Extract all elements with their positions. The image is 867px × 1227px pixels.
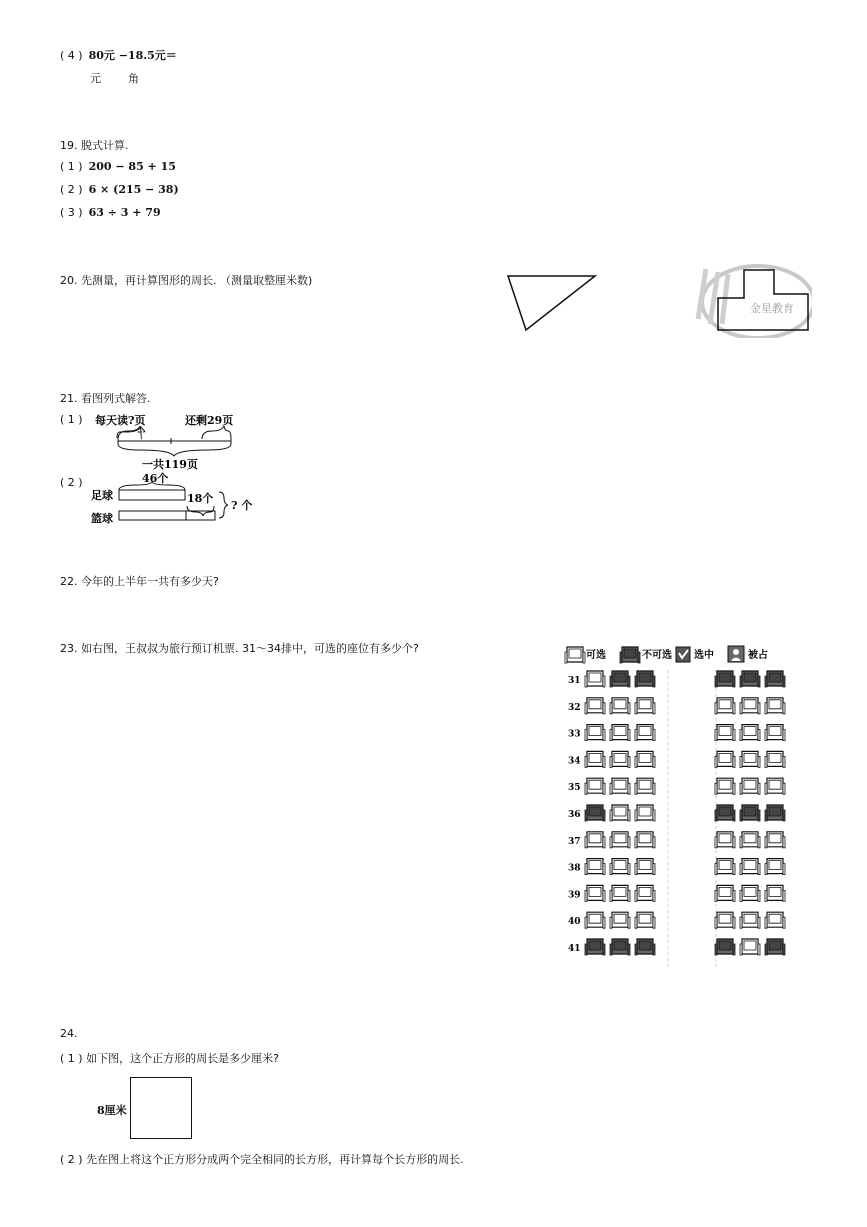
seat-available [740, 778, 760, 794]
seat-unavailable [635, 939, 655, 955]
seat-available [610, 778, 630, 794]
q21-part2-row1-bar [119, 490, 185, 500]
seat-available [585, 778, 605, 794]
seat-available [585, 912, 605, 928]
seat-available [765, 751, 785, 767]
seat-available [585, 671, 605, 687]
q19-item-2 [60, 183, 179, 196]
seat-available [585, 885, 605, 901]
q21-part2-row1-label: 足球 [91, 489, 113, 502]
seat-available [635, 832, 655, 848]
q18-item4-expression: 80元 −18.5元＝ [88, 49, 177, 62]
seat-available [585, 751, 605, 767]
seat-available [610, 698, 630, 714]
seat-unavailable [585, 939, 605, 955]
legend-unavailable-label: 不可选 [642, 650, 672, 661]
seat-legend-selected [676, 647, 714, 662]
q24-square-figure [130, 1077, 192, 1139]
seat-row-label: 39 [568, 890, 581, 901]
seat-row-label: 31 [568, 676, 581, 686]
seat-available [740, 939, 760, 955]
q23-seat-map [558, 640, 810, 970]
seat-row-label: 33 [568, 729, 581, 740]
seat-unavailable [635, 671, 655, 687]
q21-part1-diagram [90, 410, 250, 472]
seat-unavailable [610, 671, 630, 687]
q19-item-number: ( 1 ) [60, 160, 83, 173]
seat-available [740, 859, 760, 875]
q19-title: 19. 脱式计算. [60, 139, 129, 152]
legend-available-label: 可选 [586, 650, 606, 661]
seat-unavailable [740, 805, 760, 821]
person-icon [733, 649, 739, 655]
seat-row-label: 38 [568, 863, 581, 874]
seat-available [715, 832, 735, 848]
seat-available [740, 832, 760, 848]
seat-unavailable [740, 671, 760, 687]
q19-item-number: ( 2 ) [60, 183, 83, 196]
seat-available [635, 725, 655, 741]
seat-unavailable [715, 671, 735, 687]
seat-available [765, 698, 785, 714]
seat-row-label: 41 [568, 944, 581, 954]
q21-part2-diagram [86, 468, 256, 528]
q24-square-side-label: 8厘米 [97, 1104, 127, 1117]
seat-available [585, 832, 605, 848]
seat-available [635, 698, 655, 714]
seat-row-label: 36 [568, 810, 581, 820]
seat-available [765, 778, 785, 794]
seat-available [715, 751, 735, 767]
seat-available [610, 859, 630, 875]
seat-legend-occupied [728, 646, 768, 662]
seat-available [610, 805, 630, 821]
seat-available [715, 725, 735, 741]
q21-part1-right-label: 还剩29页 [185, 414, 234, 427]
q19-item-number: ( 3 ) [60, 206, 83, 219]
q24-title: 24. [60, 1027, 78, 1040]
q19-item-expression: 6 × (215 − 38) [88, 183, 179, 196]
seat-available [740, 912, 760, 928]
seat-unavailable [610, 939, 630, 955]
q18-item4-yuan-label: 元 [90, 72, 101, 85]
q19-item-expression: 200 − 85 + 15 [88, 160, 176, 173]
legend-selected-label: 选中 [694, 650, 714, 661]
seat-available [715, 912, 735, 928]
seat-available [585, 698, 605, 714]
q21-part2-diff-label: 18个 [187, 492, 214, 505]
q21-part2-number: ( 2 ) [60, 476, 83, 489]
seat-unavailable [715, 805, 735, 821]
seat-row-label: 35 [568, 783, 581, 794]
q21-part2-question-label: ? 个 [231, 499, 253, 512]
seat-row-label: 34 [568, 756, 581, 767]
seat-available [585, 725, 605, 741]
q21-part2-row2-label: 篮球 [91, 512, 113, 525]
seat-grid [568, 671, 785, 955]
q20-polygon-figure [658, 264, 812, 338]
seat-available [610, 832, 630, 848]
q22-title: 22. 今年的上半年一共有多少天? [60, 575, 219, 588]
seat-available [610, 751, 630, 767]
watermark [698, 266, 812, 338]
seat-available [610, 885, 630, 901]
q21-part1-left-label: 每天读?页 [95, 414, 146, 427]
q24-part1: ( 1 ) 如下图，这个正方形的周长是多少厘米? [60, 1052, 279, 1065]
seat-available [635, 885, 655, 901]
q20-triangle-figure [500, 268, 610, 336]
q24-part2: ( 2 ) 先在图上将这个正方形分成两个完全相同的长方形，再计算每个长方形的周长. [60, 1153, 464, 1166]
q23-title [60, 640, 419, 656]
seat-available [610, 912, 630, 928]
seat-row-label: 32 [568, 702, 581, 713]
seat-available [740, 751, 760, 767]
seat-available [765, 912, 785, 928]
seat-available [740, 698, 760, 714]
q19-item-1 [60, 160, 176, 173]
seat-unavailable [765, 805, 785, 821]
seat-available [765, 725, 785, 741]
seat-available [765, 832, 785, 848]
seat-available [740, 885, 760, 901]
q19-item-expression: 63 ÷ 3 + 79 [88, 206, 161, 219]
q23-title-text: 23. 如右图，王叔叔为旅行预订机票. 31～34排中，可选的座位有多少个? [60, 642, 419, 655]
q18-item4-jiao-label: 角 [128, 72, 139, 85]
seat-unavailable [715, 939, 735, 955]
seat-row-label: 40 [568, 917, 581, 928]
seat-legend-available [565, 647, 606, 663]
seat-available [715, 859, 735, 875]
q19-item-3 [60, 206, 161, 219]
q20-polygon-outline [718, 270, 808, 330]
seat-available [635, 778, 655, 794]
seat-row-label: 37 [568, 836, 581, 847]
q21-title: 21. 看图列式解答. [60, 392, 151, 405]
seat-unavailable [765, 939, 785, 955]
q21-part2-top-label: 46个 [142, 472, 169, 485]
seat-available [635, 751, 655, 767]
seat-unavailable [585, 805, 605, 821]
seat-available [740, 725, 760, 741]
seat-available [765, 885, 785, 901]
q18-item4-number: ( 4 ) [60, 49, 83, 62]
legend-occupied-label: 被占 [748, 650, 768, 661]
q21-part1-number: ( 1 ) [60, 413, 83, 426]
seat-available [635, 805, 655, 821]
q20-title: 20. 先测量，再计算图形的周长. （测量取整厘米数) [60, 274, 313, 287]
q21-part1-total-label: 一共119页 [142, 458, 198, 471]
seat-unavailable [765, 671, 785, 687]
seat-available [635, 912, 655, 928]
seat-available [715, 698, 735, 714]
seat-available [610, 725, 630, 741]
seat-available [715, 778, 735, 794]
seat-available [765, 859, 785, 875]
seat-legend-unavailable [620, 647, 672, 663]
seat-available [635, 859, 655, 875]
seat-available [715, 885, 735, 901]
watermark-text: 金星教育 [750, 302, 794, 315]
seat-available [585, 859, 605, 875]
q18-item4 [60, 47, 177, 63]
